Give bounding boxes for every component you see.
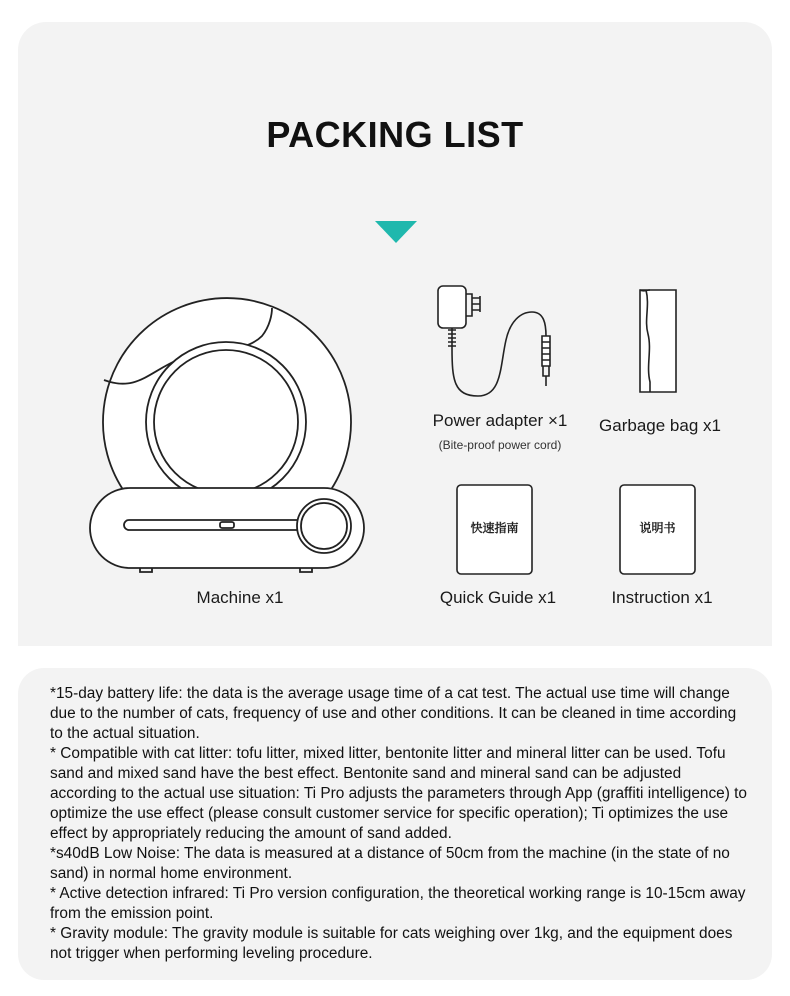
garbage-bag-icon [634,286,682,396]
garbage-bag-label: Garbage bag x1 [599,416,721,435]
instruction-cover-text: 说明书 [639,521,676,535]
quick-guide-cover-text: 快速指南 [470,521,519,535]
instruction-label: Instruction x1 [611,588,713,607]
instruction-booklet [619,484,697,576]
machine-label: Machine x1 [196,588,284,607]
note-infrared: * Active detection infrared: Ti Pro version configuration, the theoretical working range is 10-15cm away from the emission point. [50,885,746,922]
note-noise: *s40dB Low Noise: The data is measured at a distance of 50cm from the machine (in the state of no sand) in normal home environment. [50,845,730,882]
notes-text [50,684,750,964]
litter-box-machine-icon [86,296,368,576]
quick-guide-booklet [456,484,534,576]
chevron-down-icon [375,221,417,245]
power-adapter-note: (Bite-proof power cord) [438,438,562,452]
power-adapter-icon [432,280,556,402]
quick-guide-label: Quick Guide x1 [439,588,557,607]
note-litter: * Compatible with cat litter: tofu litter, mixed litter, bentonite litter and mineral litter can be used. Tofu sand and mixed sand have the best effect. Bentonite sand and mineral sand can be adjusted according to the actual use situation: Ti Pro adjusts the parameters through App (graffiti intelligence) to optimize the use effect (please consult customer service for specific operation); Ti optimizes the use effect by appropriately reducing the amount of sand added. [50,745,747,842]
page-title: PACKING LIST [266,114,524,155]
note-battery: *15-day battery life: the data is the average usage time of a cat test. The actual use time will change due to the number of cats, frequency of use and other conditions. It can be cleaned in time according to the actual situation. [50,685,737,742]
note-gravity: * Gravity module: The gravity module is suitable for cats weighing over 1kg, and the equipment does not trigger when performing leveling procedure. [50,925,733,962]
power-adapter-label: Power adapter ×1 [432,411,568,430]
